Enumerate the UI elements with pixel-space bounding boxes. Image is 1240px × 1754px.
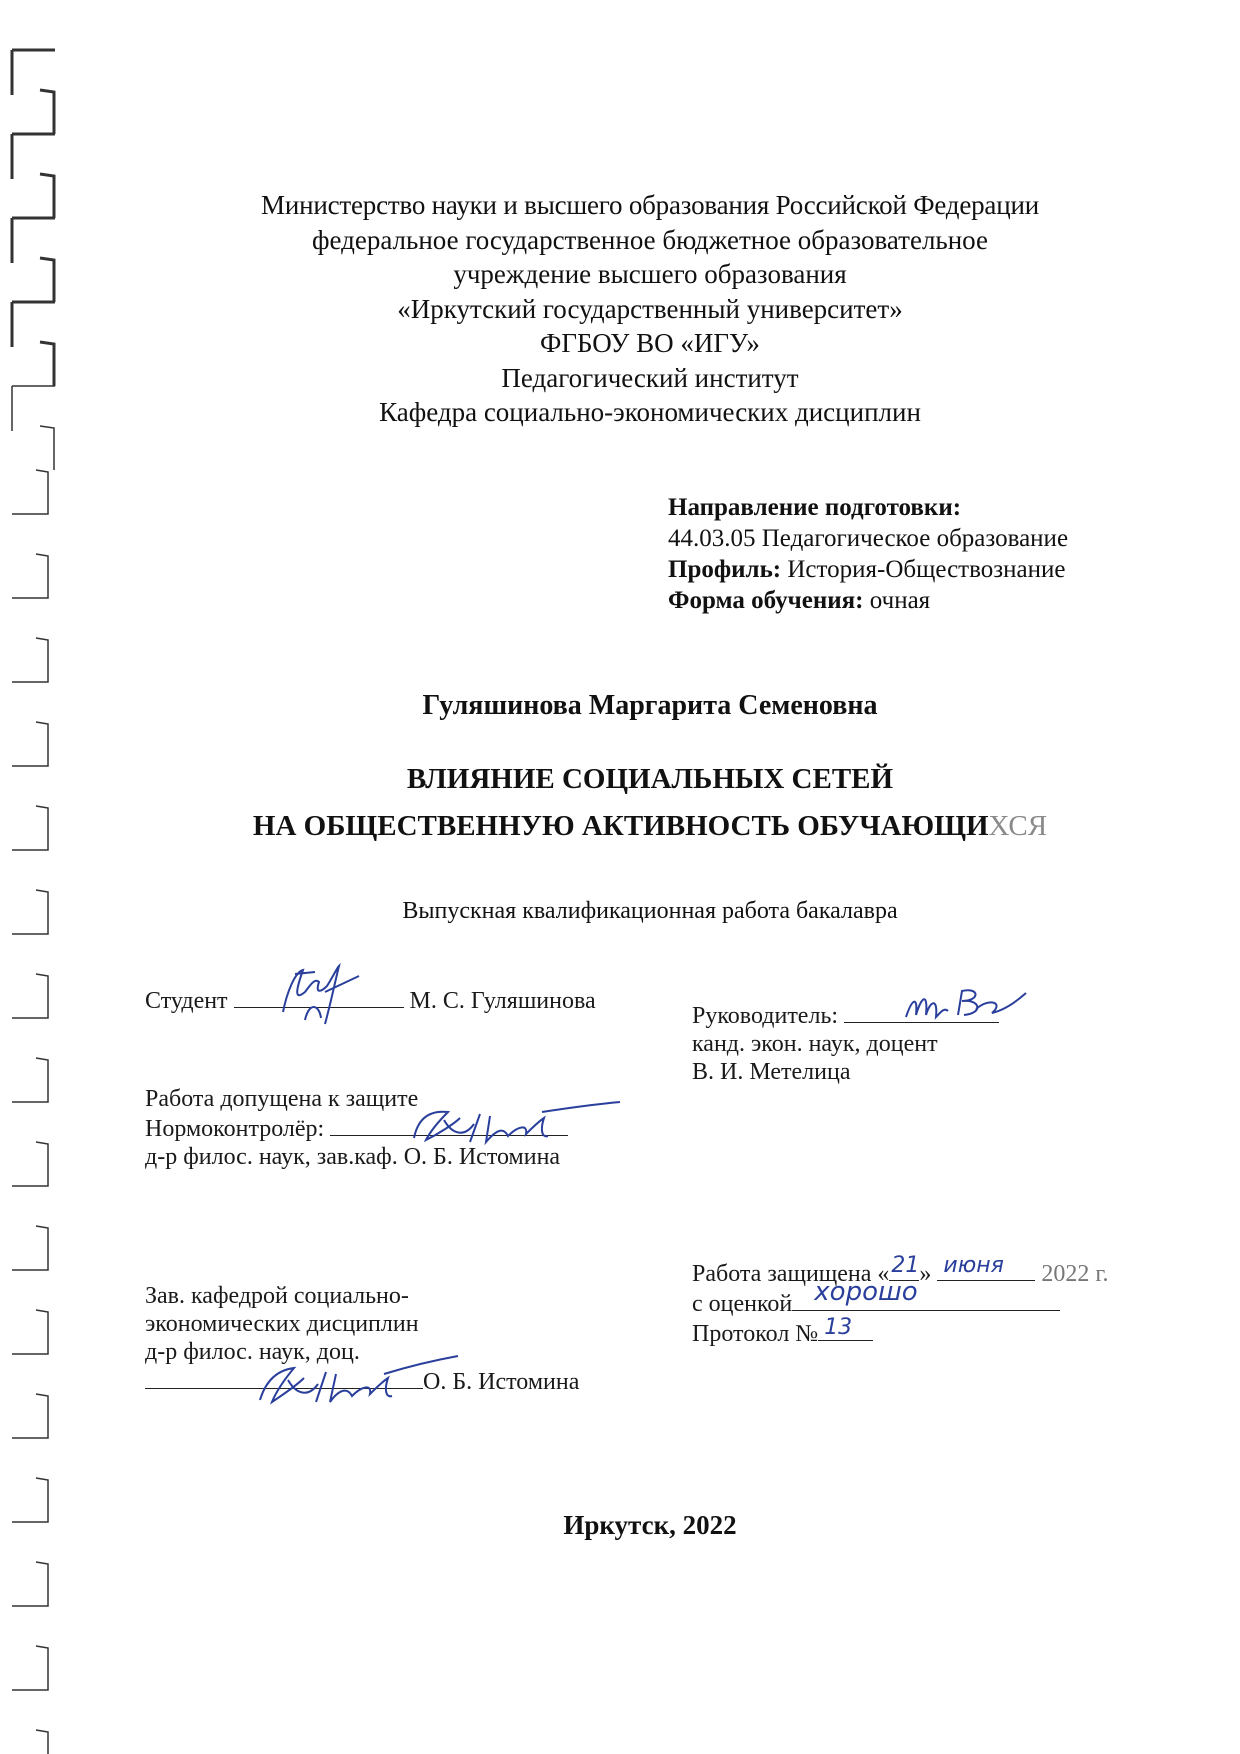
controller-info: д-р филос. наук, зав.каф. О. Б. Истомина: [145, 1144, 561, 1170]
binding-mark: [12, 638, 48, 682]
binding-mark: [12, 1562, 48, 1606]
hod-line-1: Зав. кафедрой социально-: [145, 1283, 409, 1309]
header-line: Кафедра социально-экономических дисциплин: [379, 397, 921, 427]
author-name: Гуляшинова Маргарита Семеновна: [422, 690, 878, 721]
institution-header: [200, 188, 1100, 430]
profile-value: История-Обществознание: [787, 556, 1066, 583]
binding-mark: [12, 218, 55, 302]
binding-mark: [12, 1394, 48, 1438]
form-label: Форма обучения:: [668, 587, 864, 614]
protocol-label: Протокол №: [692, 1321, 819, 1347]
hod-line-3: д-р филос. наук, доц.: [145, 1339, 360, 1365]
binding-mark: [12, 1478, 48, 1522]
binding-mark: [12, 1730, 48, 1754]
defense-label: Работа защищена «: [692, 1261, 890, 1287]
protocol-field: [818, 1315, 873, 1341]
defense-month-field: [937, 1253, 1035, 1281]
head-of-department-block: [145, 1282, 579, 1396]
binding-mark: [12, 1310, 48, 1354]
binding-mark: [12, 50, 55, 134]
defense-month: июня: [943, 1253, 1004, 1278]
defense-year: 2022 г.: [1041, 1261, 1109, 1287]
supervisor-degree: канд. экон. наук, доцент: [692, 1031, 938, 1057]
binding-mark: [12, 302, 55, 386]
binding-mark: [12, 554, 48, 598]
city-year: Иркутск, 2022: [563, 1510, 737, 1540]
grade-label: с оценкой: [692, 1291, 793, 1317]
hod-signature-line: [145, 1366, 423, 1389]
controller-label: Нормоконтролёр:: [145, 1116, 325, 1142]
specialty-block: [668, 492, 1068, 616]
student-line: [145, 985, 596, 1015]
student-label: Студент: [145, 988, 228, 1014]
supervisor-name: В. И. Метелица: [692, 1059, 851, 1085]
form-value: очная: [869, 587, 931, 614]
defense-close-quote: »: [919, 1261, 932, 1287]
header-line: учреждение высшего образования: [453, 259, 847, 289]
binding-mark: [12, 722, 48, 766]
title-line-2-faded: ХСЯ: [988, 810, 1048, 842]
grade-value: хорошо: [814, 1277, 918, 1307]
title-line-2: [200, 803, 1100, 850]
admission-block: [145, 1085, 568, 1171]
title-line-1: ВЛИЯНИЕ СОЦИАЛЬНЫХ СЕТЕЙ: [406, 763, 894, 795]
binding-mark: [12, 470, 48, 514]
binding-mark: [12, 386, 55, 470]
defense-day: 21: [891, 1253, 920, 1278]
supervisor-block: [692, 1000, 999, 1086]
header-line: ФГБОУ ВО «ИГУ»: [540, 328, 760, 358]
student-name: М. С. Гуляшинова: [409, 988, 596, 1014]
direction-label: Направление подготовки:: [668, 494, 962, 521]
binding-marks: [0, 0, 70, 1754]
binding-mark: [12, 1058, 48, 1102]
protocol-number: 13: [824, 1315, 853, 1340]
supervisor-label: Руководитель:: [692, 1003, 839, 1029]
header-line: федеральное государственное бюджетное образовательное: [311, 224, 988, 255]
hod-line-2: экономических дисциплин: [145, 1311, 419, 1337]
binding-mark: [12, 134, 55, 218]
binding-mark: [12, 1646, 48, 1690]
hod-name: О. Б. Истомина: [423, 1369, 580, 1395]
title-line-2-main: НА ОБЩЕСТВЕННУЮ АКТИВНОСТЬ ОБУЧАЮЩИ: [252, 810, 989, 842]
binding-mark: [12, 890, 48, 934]
work-type: Выпускная квалификационная работа бакалавра: [402, 898, 898, 924]
header-line: «Иркутский государственный университет»: [397, 293, 903, 324]
header-line: Министерство науки и высшего образования Российской Федерации: [261, 190, 1039, 220]
binding-mark: [12, 806, 48, 850]
controller-signature-line: [330, 1113, 568, 1136]
binding-mark: [12, 1226, 48, 1270]
admission-line: Работа допущена к защите: [145, 1086, 419, 1112]
profile-label: Профиль:: [668, 556, 782, 583]
student-signature-line: [234, 985, 404, 1008]
defense-block: [692, 1253, 1109, 1348]
direction-value: 44.03.05 Педагогическое образование: [668, 525, 1069, 552]
binding-mark: [12, 1142, 48, 1186]
supervisor-signature-line: [844, 1000, 999, 1023]
grade-field: [792, 1277, 1060, 1311]
thesis-title: [200, 756, 1100, 850]
binding-mark: [12, 974, 48, 1018]
header-line: Педагогический институт: [501, 362, 799, 393]
